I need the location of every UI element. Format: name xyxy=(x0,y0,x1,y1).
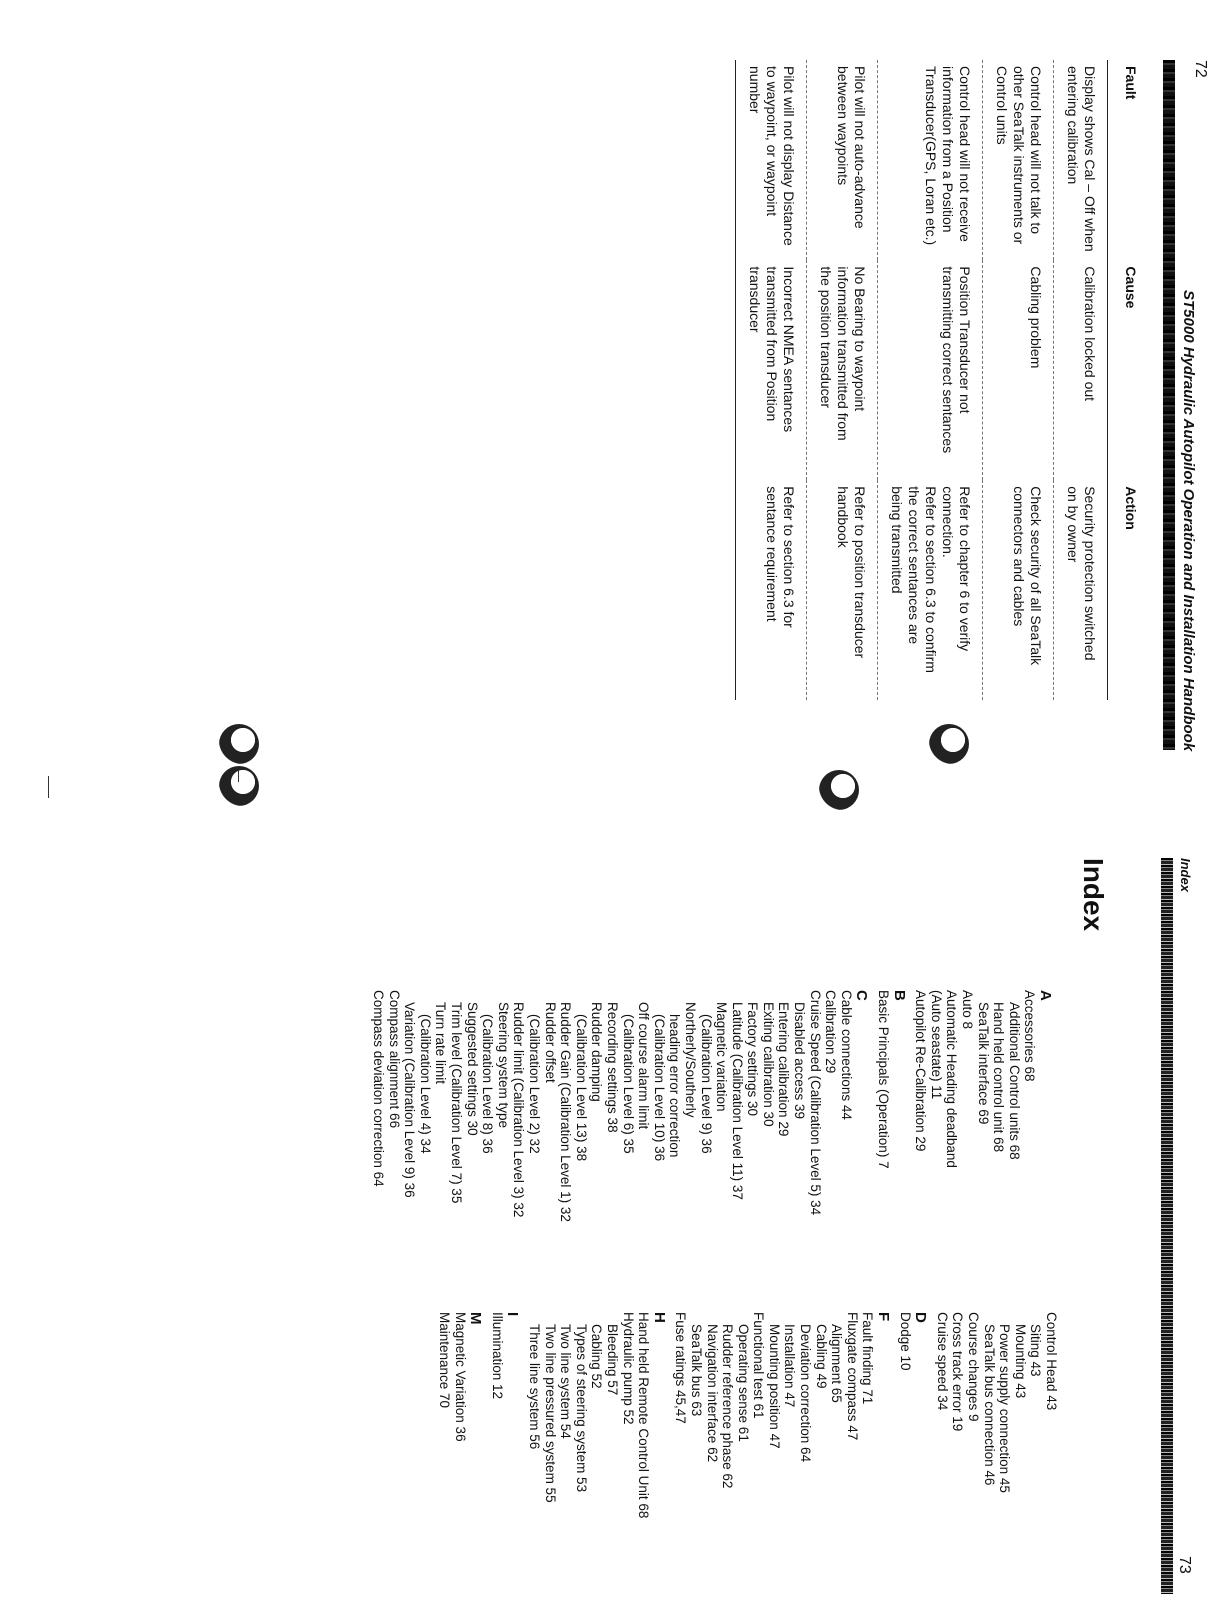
fault-cell xyxy=(983,60,1054,260)
index-entry: Steering system type xyxy=(495,1002,511,1129)
cause-text-line: No Bearing to waypoint xyxy=(852,266,868,412)
index-entry: Three line system 56 xyxy=(527,1324,542,1450)
index-entry: Variation (Calibration Level 9) 36 xyxy=(402,1002,418,1198)
index-entry: Control Head 43 xyxy=(1044,1312,1059,1411)
header-cause: Cause xyxy=(1108,260,1150,480)
index-entry: Cabling 49 xyxy=(813,1324,829,1389)
index-letter-heading: D xyxy=(912,1312,930,1323)
fault-text-line: Control head will not talk to xyxy=(1028,66,1044,235)
index-entry: Illumination 12 xyxy=(489,1312,505,1400)
index-entry: Autopilot Re-Calibration 29 xyxy=(913,990,929,1152)
index-entry: Cross track error 19 xyxy=(950,1312,966,1432)
cause-cell xyxy=(736,260,807,480)
index-entry: (Calibration Level 2) 32 xyxy=(527,1014,542,1154)
fault-text-line: other SeaTalk instruments or xyxy=(1011,66,1027,245)
fault-text-line: Display shows Cal – Off when xyxy=(1082,66,1098,252)
index-entry: Two line pressured system 55 xyxy=(542,1324,558,1503)
fault-text-line: information from a Position xyxy=(940,66,956,233)
action-text-line: Refer to chapter 6 to verify xyxy=(957,486,973,652)
index-entry: SeaTalk bus 63 xyxy=(688,1324,704,1417)
cause-text-line: transducer xyxy=(747,266,763,333)
index-entry: Off course alarm limit xyxy=(636,1002,652,1130)
index-letter-heading: H xyxy=(650,1312,668,1323)
header-action: Action xyxy=(1108,480,1150,700)
index-entry: Compass deviation correction 64 xyxy=(371,990,387,1187)
index-entry: Power supply connection 45 xyxy=(997,1324,1013,1493)
index-letter-heading: F xyxy=(875,1312,893,1322)
index-entry: Entering calibration 29 xyxy=(776,1002,792,1137)
index-entry: Compass alignment 66 xyxy=(386,990,402,1129)
binder-hole-mark xyxy=(219,724,259,764)
action-text-line: sentance requirement xyxy=(764,486,780,622)
fault-text-line: to waypoint, or waypoint xyxy=(764,66,780,217)
index-entry: Hand held control unit 68 xyxy=(991,1002,1007,1153)
action-cell xyxy=(983,480,1054,700)
cause-text-line: the position transducer xyxy=(818,266,834,409)
fault-cell xyxy=(736,60,807,260)
index-entry: Magnetic variation xyxy=(714,1002,730,1112)
header-fault: Fault xyxy=(1108,60,1150,260)
action-text-line: Refer to section 6.3 to confirm xyxy=(923,486,939,673)
cause-cell xyxy=(807,260,878,480)
index-entry: (Calibration Level 6) 35 xyxy=(620,1014,636,1154)
table-row xyxy=(1054,60,1108,700)
fault-table-body xyxy=(736,60,1108,700)
fault-table xyxy=(735,60,1149,700)
index-letter-heading: B xyxy=(890,990,908,1001)
fault-text-line: Pilot will not display Distance xyxy=(781,66,797,246)
cause-text-line: Cabling problem xyxy=(1028,266,1044,369)
index-entry: Suggested settings 30 xyxy=(464,1002,480,1136)
index-entry: Additional Control units 68 xyxy=(1006,1002,1022,1160)
cause-text-line: transmitting correct sentances xyxy=(940,266,956,454)
page-73 xyxy=(0,800,1219,1600)
table-row xyxy=(983,60,1054,700)
index-entry: Rudder reference phase 62 xyxy=(720,1324,736,1489)
cause-cell xyxy=(1054,260,1108,480)
index-entry: Cable connections 44 xyxy=(838,990,854,1120)
index-letter-heading: A xyxy=(1037,990,1054,1001)
action-cell xyxy=(878,480,983,700)
index-entry: Exiting calibration 30 xyxy=(760,1002,776,1127)
action-text-line: handbook xyxy=(835,486,851,548)
scan-mark xyxy=(48,776,49,798)
index-entry: Rudder damping xyxy=(589,1002,605,1102)
action-text-line: on by owner xyxy=(1065,486,1081,563)
index-entry: Rudder offset xyxy=(542,1002,558,1083)
action-text-line: being transmitted xyxy=(889,486,905,594)
index-entry: Fault finding 71 xyxy=(860,1312,876,1405)
index-entry: Fluxgate compass 47 xyxy=(844,1312,860,1441)
action-cell xyxy=(807,480,878,700)
cause-text-line: Position Transducer not xyxy=(957,266,973,414)
header-rule xyxy=(1161,858,1173,1594)
index-entry: Navigation interface 62 xyxy=(704,1324,720,1463)
action-text-line: Refer to section 6.3 for xyxy=(781,486,797,628)
action-cell xyxy=(1054,480,1108,700)
index-entry: Rudder Gain (Calibration Level 1) 32 xyxy=(558,1002,574,1222)
index-entry: (Auto seastate) 11 xyxy=(928,990,944,1100)
index-entry: Recording settings 38 xyxy=(604,1002,620,1133)
index-entry: Calibration 29 xyxy=(823,990,839,1074)
fault-text-line: Transducer(GPS, Loran etc.) xyxy=(923,66,939,246)
cause-text-line: information transmitted from xyxy=(835,266,851,441)
index-entry: Mounting 43 xyxy=(1012,1324,1028,1399)
index-entry: Dodge 10 xyxy=(897,1312,913,1371)
index-entry: Latitude (Calibration Level 11) 37 xyxy=(729,1002,745,1200)
action-text-line: Check security of all SeaTalk xyxy=(1028,486,1044,666)
action-text-line: connection. xyxy=(940,486,956,558)
index-entry: Deviation correction 64 xyxy=(798,1324,814,1463)
index-entry: Auto 8 xyxy=(960,990,976,1030)
table-row xyxy=(878,60,983,700)
index-entry: Fuse ratings 45,47 xyxy=(673,1312,689,1424)
cause-cell xyxy=(983,260,1054,480)
cause-cell xyxy=(878,260,983,480)
index-letter-heading: M xyxy=(467,1312,485,1325)
index-entry: Turn rate limit xyxy=(433,1002,449,1085)
fault-table-header-row xyxy=(1108,60,1150,700)
index-entry: Cruise Speed (Calibration Level 5) 34 xyxy=(807,990,823,1216)
index-entry: Mounting position 47 xyxy=(766,1324,782,1449)
index-entry: Course changes 9 xyxy=(966,1312,982,1422)
fault-cell xyxy=(878,60,983,260)
index-entry: Installation 47 xyxy=(782,1324,798,1408)
scan-mark xyxy=(238,770,239,782)
fault-text-line: number xyxy=(747,66,763,114)
index-entry: Factory settings 30 xyxy=(745,1002,761,1117)
cause-text-line: transmitted from Position xyxy=(764,266,780,422)
index-entry: Alignment 65 xyxy=(829,1324,845,1403)
index-entry: Bleeding 57 xyxy=(604,1324,620,1396)
index-entry: Siting 43 xyxy=(1028,1324,1044,1377)
index-entry: (Calibration Level 9) 36 xyxy=(698,1014,714,1154)
table-row xyxy=(807,60,878,700)
cause-text-line: Incorrect NMEA sentances xyxy=(781,266,797,433)
index-heading: Index xyxy=(1078,858,1109,932)
index-entry: Functional test 61 xyxy=(751,1312,767,1419)
index-entry: Accessories 68 xyxy=(1022,990,1038,1082)
index-entry: Cruise speed 34 xyxy=(934,1312,950,1411)
table-row xyxy=(736,60,807,700)
index-letter-heading: C xyxy=(853,990,871,1001)
index-entry: (Calibration Level 4) 34 xyxy=(417,1014,433,1154)
index-entry: Types of steering system 53 xyxy=(573,1324,589,1493)
fault-text-line: Pilot will not auto-advance xyxy=(852,66,868,229)
fault-text-line: Control head will not receive xyxy=(957,66,973,242)
fault-text-line: Control units xyxy=(994,66,1010,145)
cause-text-line: Calibration locked out xyxy=(1082,266,1098,402)
index-entry: Northerly/Southerly xyxy=(682,1002,698,1118)
index-entry: Hand held Remote Control Unit 68 xyxy=(636,1312,652,1519)
action-text-line: Refer to position transducer xyxy=(852,486,868,659)
index-entry: (Calibration Level 8) 36 xyxy=(480,1014,496,1154)
action-text-line: Security protection switched xyxy=(1082,486,1098,661)
index-letter-heading: I xyxy=(504,1312,522,1317)
fault-cell xyxy=(807,60,878,260)
fault-text-line: entering calibration xyxy=(1065,66,1081,185)
index-entry: Magnetic Variation 36 xyxy=(452,1312,468,1442)
action-text-line: the correct sentances are xyxy=(906,486,922,645)
index-entry: Maintenance 70 xyxy=(437,1312,453,1409)
index-entry: Disabled access 39 xyxy=(792,1002,808,1120)
header-title: ST5000 Hydraulic Autopilot Operation and Installation Handbook xyxy=(1180,290,1197,752)
page-number-left: 72 xyxy=(1192,60,1209,78)
index-entry: Hydraulic pump 52 xyxy=(620,1312,636,1425)
index-entry: (Calibration Level 10) 36 xyxy=(651,1014,667,1162)
index-entry: Operating sense 61 xyxy=(735,1324,751,1442)
index-entry: Rudder limit (Calibration Level 3) 32 xyxy=(511,1002,527,1218)
index-entry: SeaTalk bus connection 46 xyxy=(981,1324,997,1486)
index-entry: (Calibration Level 13) 38 xyxy=(573,1014,589,1162)
page-number-right: 73 xyxy=(1176,1556,1193,1574)
binder-hole-mark xyxy=(929,724,969,764)
index-entry: Cabling 52 xyxy=(589,1324,605,1389)
index-column-1 xyxy=(370,990,1059,1222)
index-entry: SeaTalk interface 69 xyxy=(975,1002,991,1125)
index-entry: Basic Principals (Operation) 7 xyxy=(876,990,892,1169)
header-rule xyxy=(1163,60,1175,750)
index-entry: Trim level (Calibration Level 7) 35 xyxy=(449,1002,465,1204)
header-index-label: Index xyxy=(1178,858,1193,892)
action-cell xyxy=(736,480,807,700)
fault-cell xyxy=(1054,60,1108,260)
index-entry: heading error correction xyxy=(667,1014,683,1158)
index-entry: Two line system 54 xyxy=(558,1324,574,1439)
index-entry: Automatic Heading deadband xyxy=(944,990,960,1168)
action-text-line: connectors and cables xyxy=(1011,486,1027,627)
fault-text-line: between waypoints xyxy=(835,66,851,186)
index-column-2 xyxy=(436,1312,1059,1518)
